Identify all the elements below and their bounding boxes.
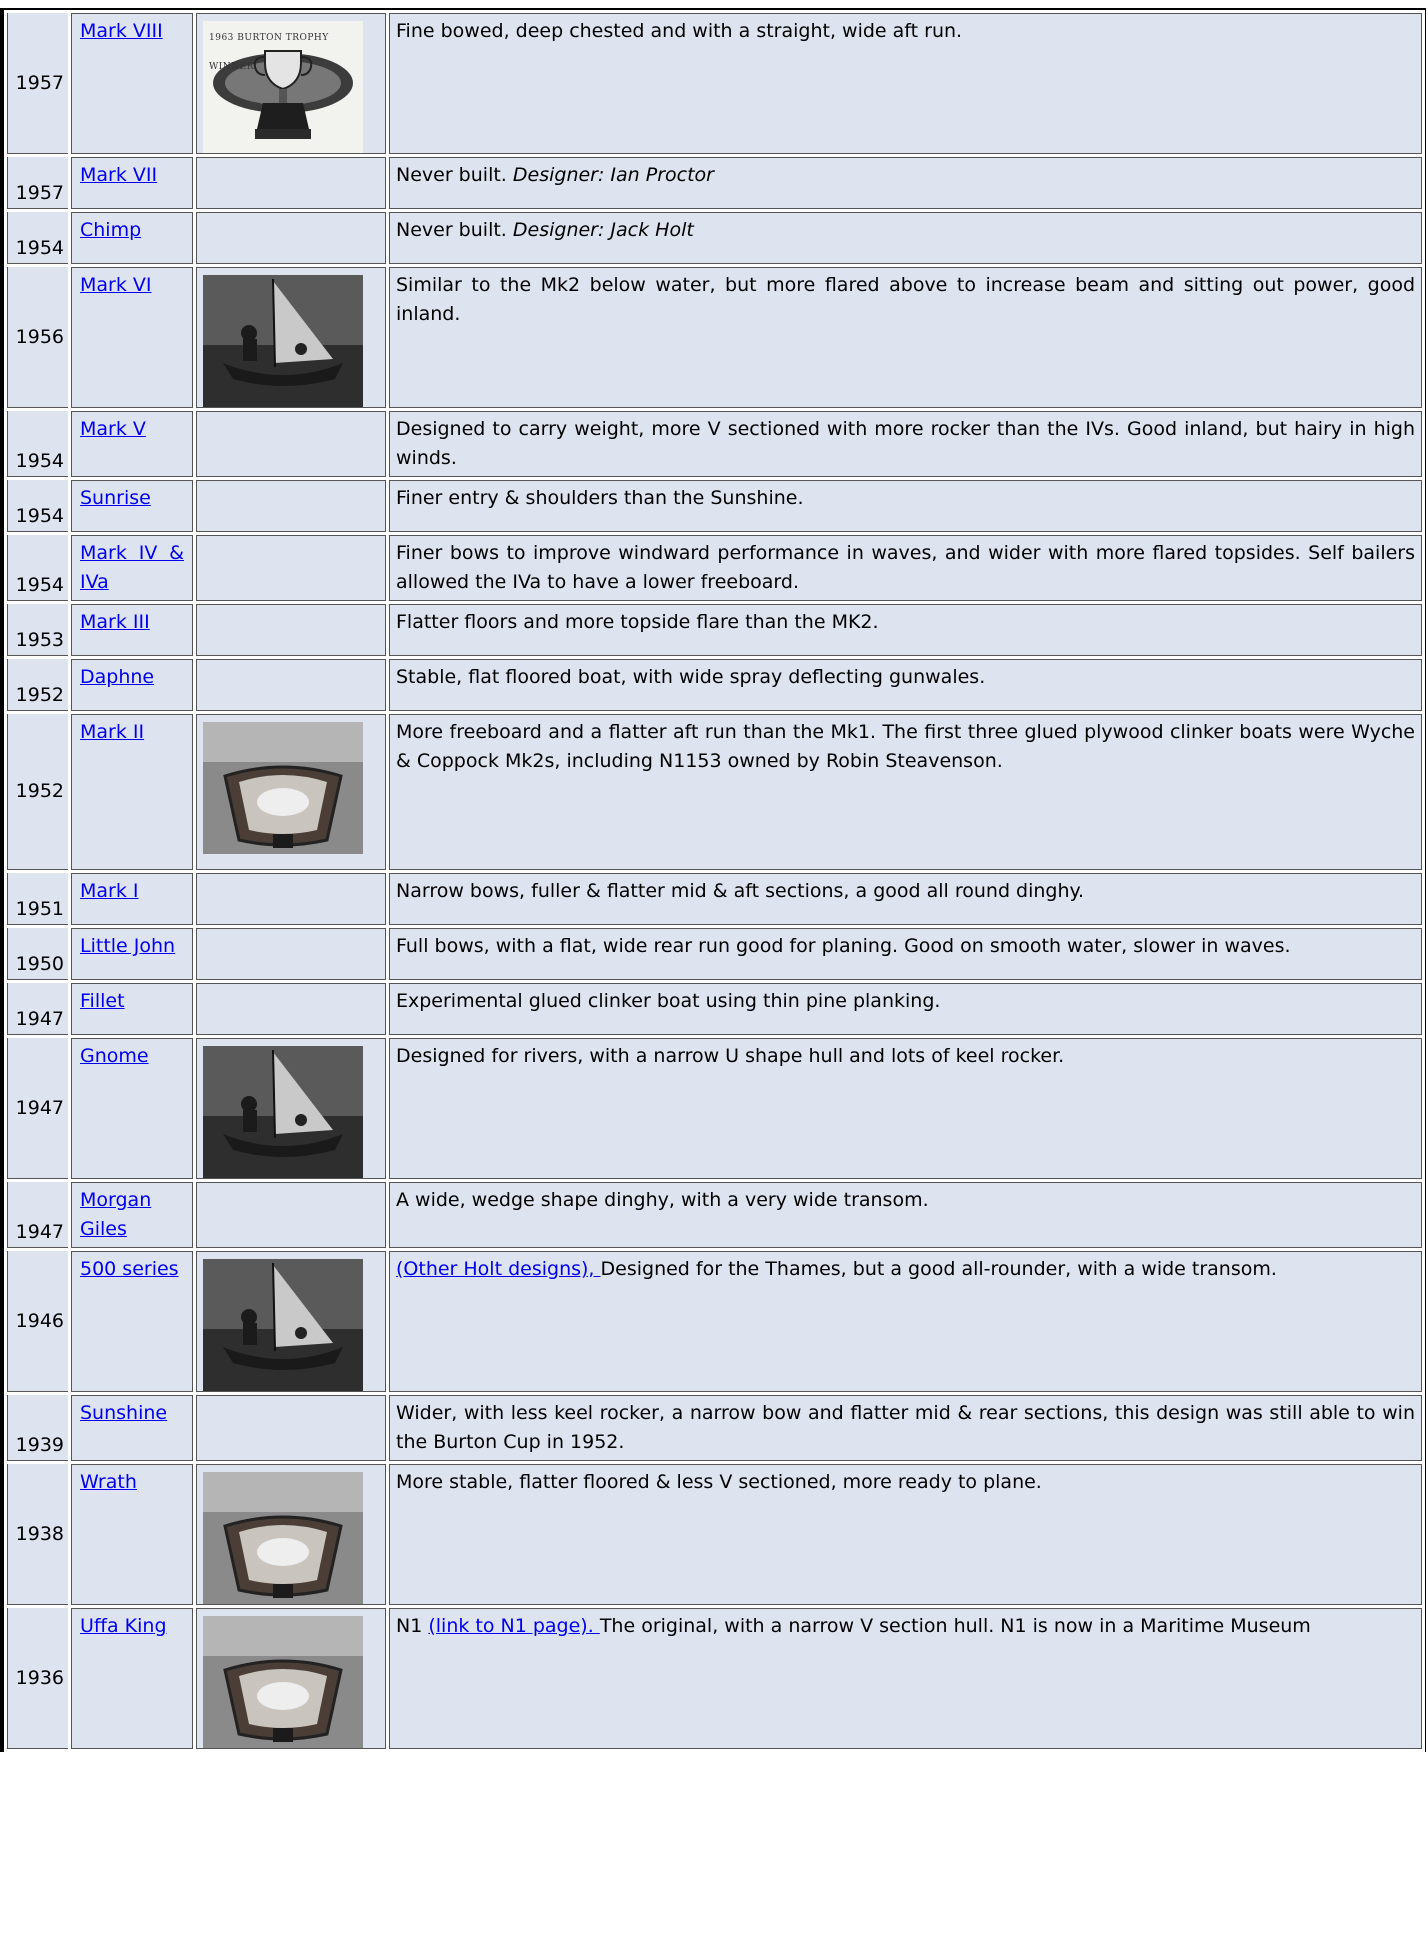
design-name-link[interactable]: 500 series [80, 1258, 179, 1280]
description-text: Stable, flat floored boat, with wide spray deflecting gunwales. [396, 666, 986, 688]
photo-cell [196, 659, 386, 711]
photo-cell [196, 1251, 386, 1392]
design-name-link[interactable]: Uffa King [80, 1615, 167, 1637]
design-name-link[interactable]: Mark V [80, 418, 146, 440]
description-cell [389, 480, 1422, 532]
description-text: Never built. [396, 164, 513, 186]
design-name-link[interactable]: Mark VIII [80, 20, 163, 42]
design-name-cell [71, 714, 193, 870]
description-cell [389, 983, 1422, 1035]
table-row [7, 157, 1422, 209]
photo-cell [196, 928, 386, 980]
design-name-cell [71, 928, 193, 980]
description-cell [389, 157, 1422, 209]
year-cell [7, 873, 68, 925]
description-text: Finer bows to improve windward performance in waves, and wider with more flared topsides. Self bailers allowed the IVa to have a lower freeboard. [396, 542, 1415, 593]
sailing-photo [203, 1046, 363, 1178]
description-text: Never built. [396, 219, 513, 241]
year-label: 1946 [15, 1309, 64, 1332]
description-text: Fine bowed, deep chested and with a straight, wide aft run. [396, 20, 963, 42]
year-cell [7, 1251, 68, 1392]
table-row [7, 212, 1422, 264]
design-name-link[interactable]: Chimp [80, 219, 142, 241]
year-cell [7, 267, 68, 408]
table-row [7, 714, 1422, 870]
description-cell [389, 1395, 1422, 1461]
boat-designs-table [0, 8, 1426, 1752]
design-name-cell [71, 604, 193, 656]
photo-cell [196, 1182, 386, 1248]
photo-caption: 1963 BURTON TROPHY WINNER [209, 33, 329, 72]
designer-credit: Designer: Jack Holt [512, 219, 694, 241]
description-prefix: N1 [396, 1615, 429, 1637]
table-row [7, 604, 1422, 656]
photo-cell [196, 267, 386, 408]
year-label: 1939 [15, 1434, 64, 1456]
year-cell [7, 1395, 68, 1461]
design-name-cell [71, 212, 193, 264]
year-cell [7, 13, 68, 154]
year-cell [7, 1038, 68, 1179]
design-name-cell [71, 157, 193, 209]
design-name-cell [71, 873, 193, 925]
description-text: Designed to carry weight, more V sectioned with more rocker than the IVs. Good inland, but hairy in high winds. [396, 418, 1415, 469]
design-name-cell [71, 1395, 193, 1461]
table-row [7, 267, 1422, 408]
year-cell [7, 604, 68, 656]
description-cell [389, 1182, 1422, 1248]
design-name-link[interactable]: Little John [80, 935, 176, 957]
design-name-cell [71, 1608, 193, 1749]
description-cell [389, 1464, 1422, 1605]
table-row [7, 1464, 1422, 1605]
boat-photo [203, 1616, 363, 1748]
design-name-cell [71, 1251, 193, 1392]
table-row [7, 659, 1422, 711]
description-text: Full bows, with a flat, wide rear run good for planing. Good on smooth water, slower in waves. [396, 935, 1291, 957]
table-row [7, 1182, 1422, 1248]
description-cell [389, 659, 1422, 711]
description-text: Experimental glued clinker boat using thin pine planking. [396, 990, 941, 1012]
year-cell [7, 714, 68, 870]
description-cell [389, 714, 1422, 870]
description-cell [389, 928, 1422, 980]
design-name-cell [71, 411, 193, 477]
table-row [7, 983, 1422, 1035]
description-text: Wider, with less keel rocker, a narrow bow and flatter mid & rear sections, this design was still able to win the Burton Cup in 1952. [396, 1402, 1415, 1453]
photo-cell [196, 983, 386, 1035]
description-text: Flatter floors and more topside flare than the MK2. [396, 611, 879, 633]
year-label: 1951 [15, 898, 64, 920]
year-label: 1947 [15, 1221, 64, 1243]
photo-cell [196, 1395, 386, 1461]
year-label: 1954 [15, 574, 64, 596]
description-text: Designed for rivers, with a narrow U shape hull and lots of keel rocker. [396, 1045, 1065, 1067]
photo-cell [196, 212, 386, 264]
year-cell [7, 1464, 68, 1605]
table-row [7, 1608, 1422, 1749]
design-name-link[interactable]: Mark VI [80, 274, 152, 296]
description-cell [389, 1251, 1422, 1392]
year-label: 1954 [15, 505, 64, 527]
photo-cell [196, 13, 386, 154]
year-cell [7, 1182, 68, 1248]
sailing-photo [203, 1259, 363, 1391]
year-label: 1957 [15, 182, 64, 204]
design-name-link[interactable]: Gnome [80, 1045, 149, 1067]
year-label: 1936 [15, 1666, 64, 1689]
description-cell [389, 212, 1422, 264]
description-cell [389, 604, 1422, 656]
year-label: 1947 [15, 1008, 64, 1030]
year-label: 1954 [15, 450, 64, 472]
table-row [7, 928, 1422, 980]
design-name-link[interactable]: Sunrise [80, 487, 151, 509]
photo-cell [196, 1038, 386, 1179]
description-cell [389, 411, 1422, 477]
year-label: 1956 [15, 325, 64, 348]
design-name-cell [71, 983, 193, 1035]
design-name-link[interactable]: Mark VII [80, 164, 158, 186]
description-text: More freeboard and a flatter aft run than the Mk1. The first three glued plywood clinker boats were Wyche & Coppock Mk2s, including N1153 owned by Robin Steavenson. [396, 721, 1415, 772]
design-name-link[interactable]: Mark I [80, 880, 139, 902]
table-row [7, 480, 1422, 532]
design-name-link[interactable]: Mark II [80, 721, 145, 743]
year-label: 1950 [15, 953, 64, 975]
boat-photo [203, 1472, 363, 1604]
photo-cell [196, 1464, 386, 1605]
year-label: 1957 [15, 71, 64, 94]
year-label: 1938 [15, 1522, 64, 1545]
sailing-photo [203, 275, 363, 407]
description-text: The original, with a narrow V section hull. N1 is now in a Maritime Museum [599, 1615, 1311, 1637]
year-cell [7, 535, 68, 601]
description-cell [389, 873, 1422, 925]
year-cell [7, 480, 68, 532]
description-cell [389, 1038, 1422, 1179]
design-name-cell [71, 535, 193, 601]
table-row [7, 535, 1422, 601]
design-name-cell [71, 1182, 193, 1248]
description-text: Narrow bows, fuller & flatter mid & aft sections, a good all round dinghy. [396, 880, 1085, 902]
table-row [7, 1038, 1422, 1179]
photo-cell [196, 411, 386, 477]
design-name-link[interactable]: Morgan Giles [80, 1189, 152, 1240]
year-label: 1952 [15, 684, 64, 706]
photo-cell [196, 1608, 386, 1749]
table-row [7, 873, 1422, 925]
description-link[interactable]: (link to N1 page). [428, 1615, 600, 1637]
year-cell [7, 928, 68, 980]
description-text: Finer entry & shoulders than the Sunshine. [396, 487, 804, 509]
design-name-cell [71, 659, 193, 711]
design-name-cell [71, 480, 193, 532]
description-text: A wide, wedge shape dinghy, with a very wide transom. [396, 1189, 929, 1211]
year-cell [7, 983, 68, 1035]
description-cell [389, 13, 1422, 154]
description-cell [389, 267, 1422, 408]
year-cell [7, 411, 68, 477]
design-name-link[interactable]: Daphne [80, 666, 155, 688]
design-name-link[interactable]: Mark III [80, 611, 150, 633]
year-cell [7, 212, 68, 264]
year-label: 1952 [15, 780, 64, 802]
design-name-link[interactable]: Fillet [80, 990, 125, 1012]
year-label: 1947 [15, 1096, 64, 1119]
design-name-link[interactable]: Sunshine [80, 1402, 168, 1424]
description-cell [389, 1608, 1422, 1749]
description-text: Designed for the Thames, but a good all-rounder, with a wide transom. [600, 1258, 1277, 1280]
description-text: Similar to the Mk2 below water, but more flared above to increase beam and sitting out power, good inland. [396, 274, 1415, 325]
description-link[interactable]: (Other Holt designs), [396, 1258, 601, 1280]
boat-photo [203, 722, 363, 854]
design-name-cell [71, 267, 193, 408]
trophy-photo [203, 21, 363, 153]
design-name-cell [71, 1038, 193, 1179]
table-row [7, 13, 1422, 154]
photo-cell [196, 157, 386, 209]
year-cell [7, 157, 68, 209]
photo-cell [196, 535, 386, 601]
photo-cell [196, 714, 386, 870]
description-text: More stable, flatter floored & less V sectioned, more ready to plane. [396, 1471, 1042, 1493]
design-name-cell [71, 13, 193, 154]
table-row [7, 411, 1422, 477]
year-cell [7, 1608, 68, 1749]
year-cell [7, 659, 68, 711]
table-row [7, 1395, 1422, 1461]
design-name-cell [71, 1464, 193, 1605]
photo-cell [196, 604, 386, 656]
description-cell [389, 535, 1422, 601]
year-label: 1954 [15, 237, 64, 259]
designer-credit: Designer: Ian Proctor [512, 164, 714, 186]
year-label: 1953 [15, 629, 64, 651]
photo-cell [196, 873, 386, 925]
table-row [7, 1251, 1422, 1392]
design-name-link[interactable]: Wrath [80, 1471, 137, 1493]
design-name-link[interactable]: Mark IV & IVa [80, 542, 184, 593]
photo-cell [196, 480, 386, 532]
